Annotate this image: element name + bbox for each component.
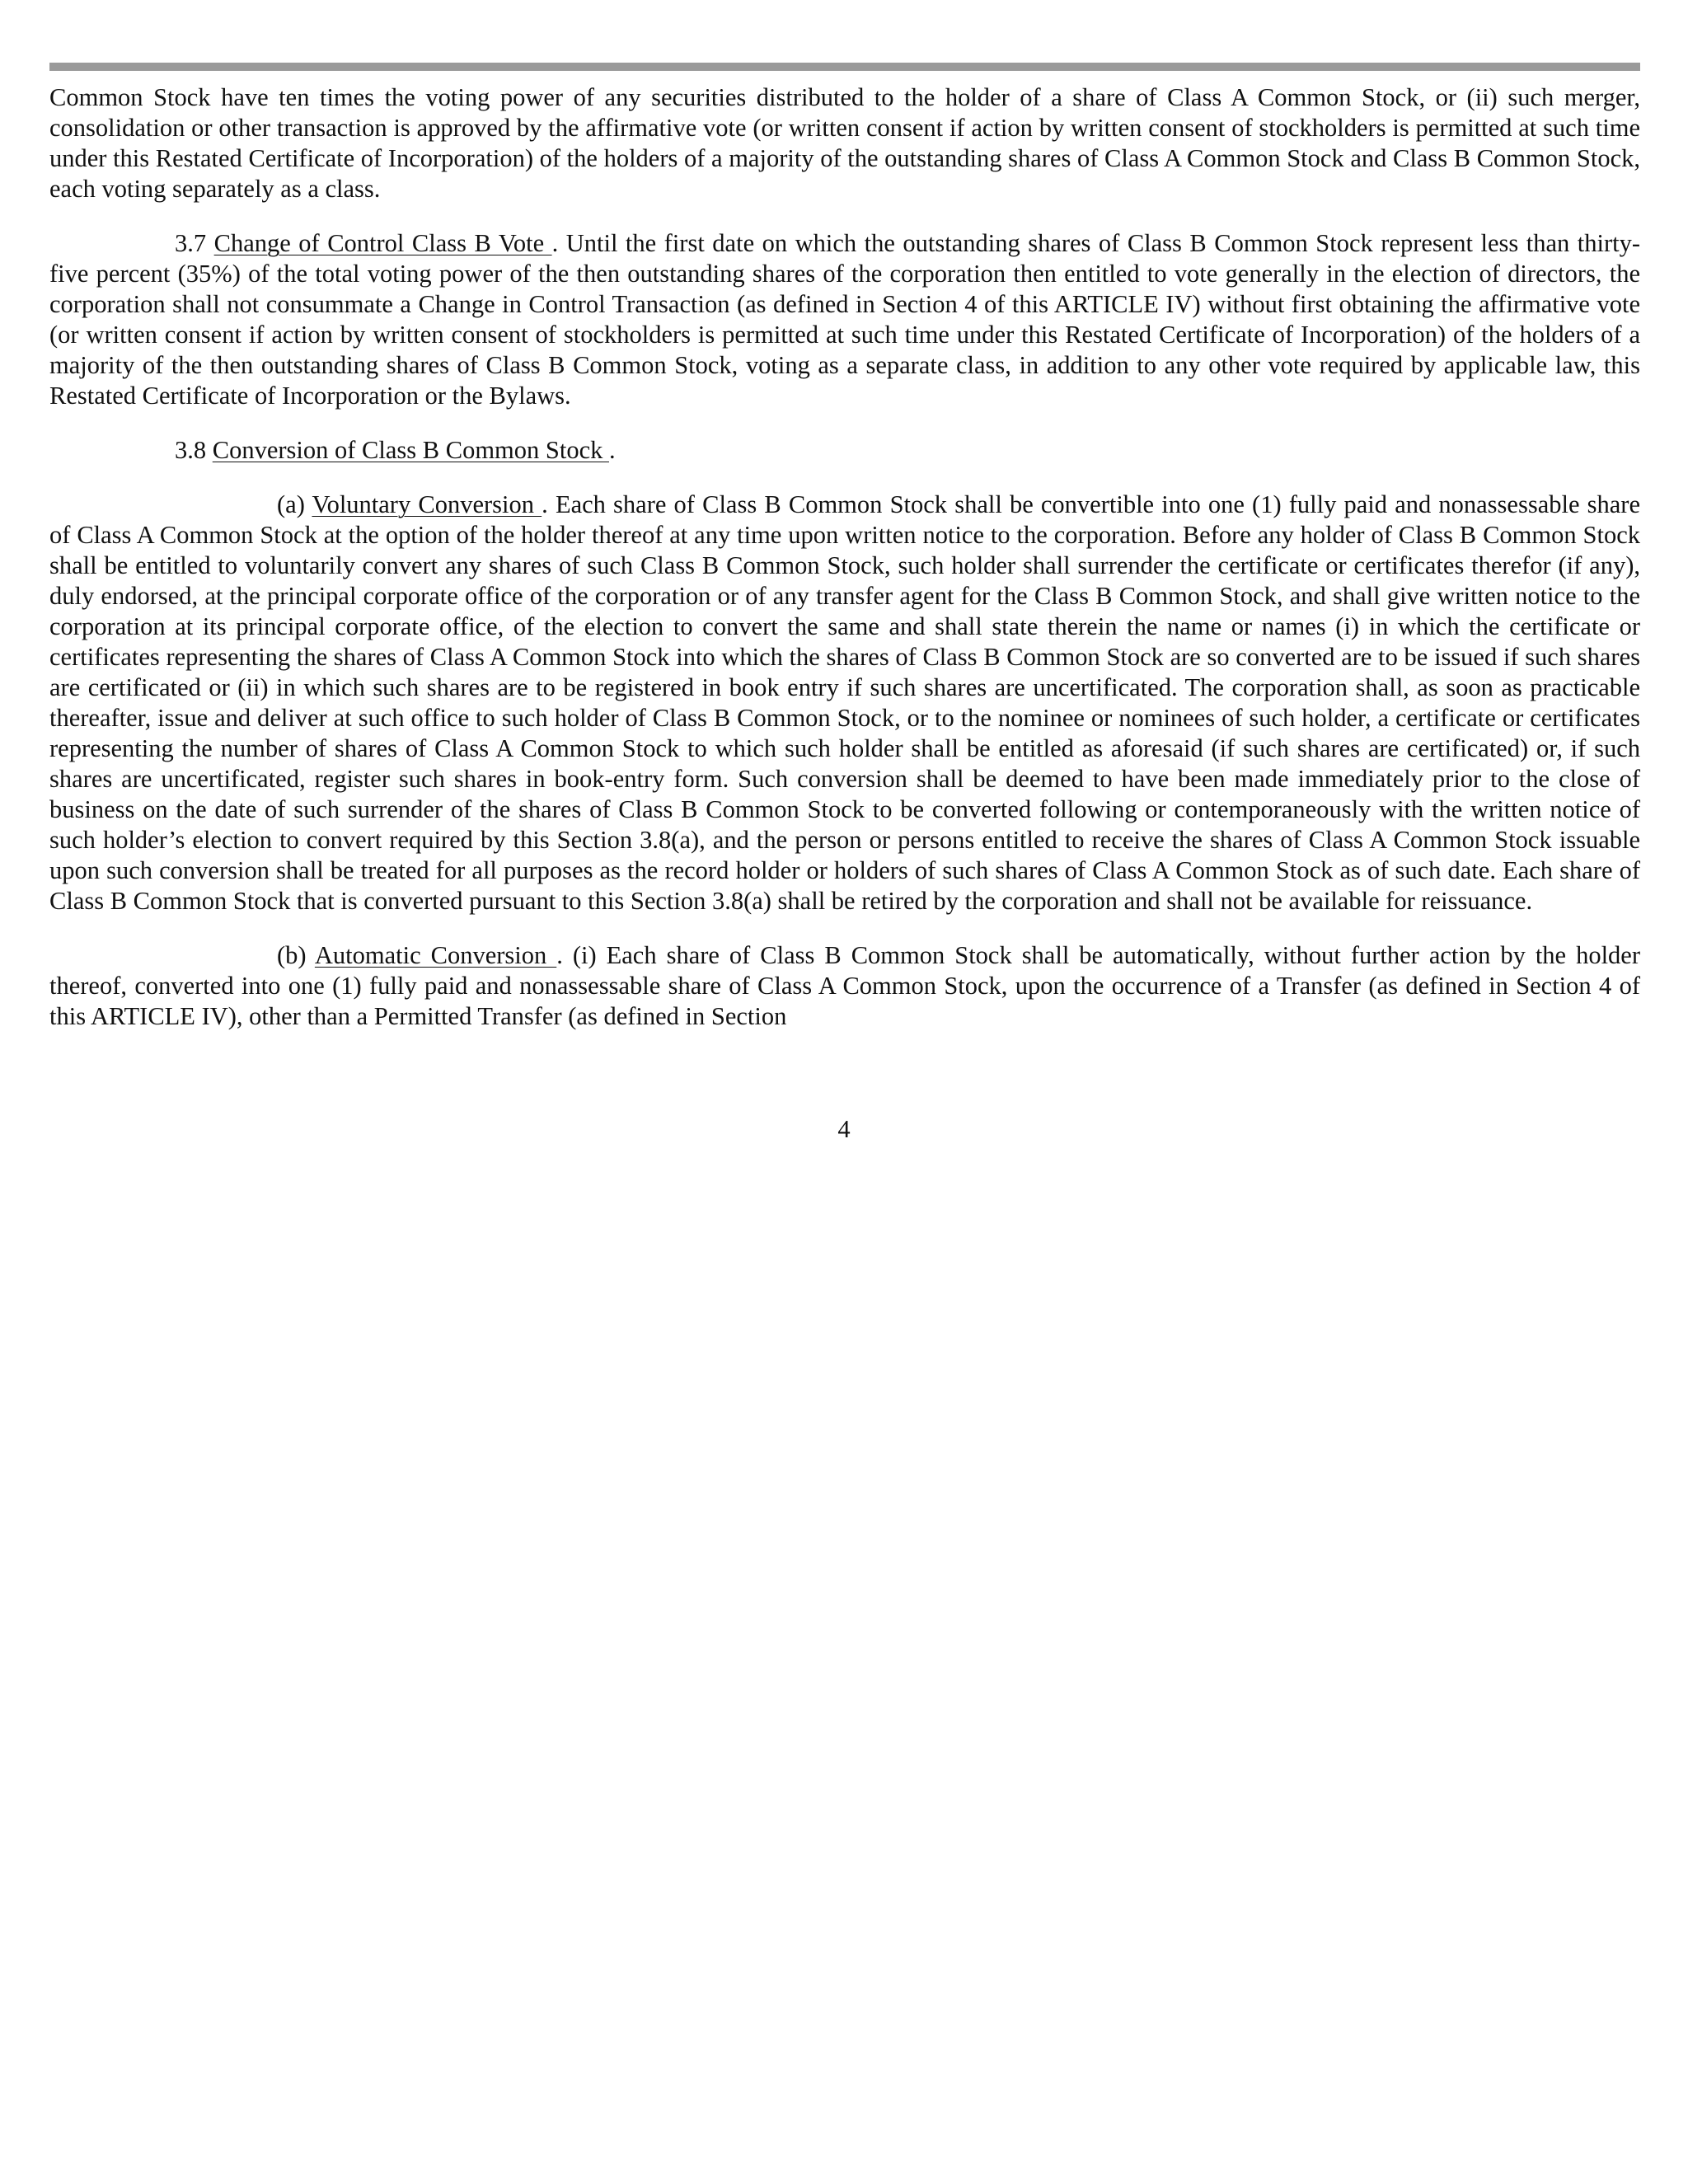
section-3-8-heading: Conversion of Class B Common Stock	[212, 436, 609, 464]
continuation-paragraph	[49, 82, 1640, 204]
section-3-7	[49, 228, 1640, 411]
subsection-b	[49, 940, 1640, 1032]
section-3-8-number: 3.8	[175, 436, 207, 464]
subsection-b-label: (b)	[277, 941, 307, 969]
subsection-a	[49, 490, 1640, 916]
page-number: 4	[837, 1115, 851, 1143]
section-3-7-heading: Change of Control Class B Vote	[213, 229, 552, 257]
section-3-8	[49, 435, 1640, 466]
continuation-text: Common Stock have ten times the voting power of any securities distributed to the holder of a share of Class A Common Stock, or (ii) such merger, consolidation or other transaction is approved by the affirmative vote (or written consent if action by written consent of stockholders is permitted at such time under this Restated Certificate of Incorporation) of the holders of a majority of the outstanding shares of Class A Common Stock and Class B Common Stock, each voting separately as a class.	[49, 83, 1640, 203]
section-3-7-text: . Until the first date on which the outstanding shares of Class B Common Stock represent less than thirty-five percent (35%) of the total voting power of the then outstanding shares of the corporation then entitled to vote generally in the election of directors, the corporation shall not consummate a Change in Control Transaction (as defined in Section 4 of this ARTICLE IV) without first obtaining the affirmative vote (or written consent if action by written consent of stockholders is permitted at such time under this Restated Certificate of Incorporation) of the holders of a majority of the then outstanding shares of Class B Common Stock, voting as a separate class, in addition to any other vote required by applicable law, this Restated Certificate of Incorporation or the Bylaws.	[49, 229, 1641, 410]
document-body	[49, 82, 1640, 1056]
subsection-a-label: (a)	[277, 490, 305, 518]
subsection-a-text: . Each share of Class B Common Stock shall be convertible into one (1) fully paid and nonassessable share of Class A Common Stock at the option of the holder thereof at any time upon written notice to the corporation. Before any holder of Class B Common Stock shall be entitled to voluntarily convert any shares of such Class B Common Stock, such holder shall surrender the certificate or certificates therefor (if any), duly endorsed, at the principal corporate office of the corporation or of any transfer agent for the Class B Common Stock, and shall give written notice to the corporation at its principal corporate office, of the election to convert the same and shall state therein the name or names (i) in which the certificate or certificates representing the shares of Class A Common Stock into which the shares of Class B Common Stock are so converted are to be issued if such shares are certificated or (ii) in which such shares are to be registered in book entry if such shares are uncertificated. The corporation shall, as soon as practicable thereafter, issue and deliver at such office to such holder of Class B Common Stock, or to the nominee or nominees of such holder, a certificate or certificates representing the number of shares of Class A Common Stock to which such holder shall be entitled as aforesaid (if such shares are certificated) or, if such shares are uncertificated, register such shares in book-entry form. Such conversion shall be deemed to have been made immediately prior to the close of business on the date of such surrender of the shares of Class B Common Stock to be converted following or contemporaneously with the written notice of such holder’s election to convert required by this Section 3.8(a), and the person or persons entitled to receive the shares of Class A Common Stock issuable upon such conversion shall be treated for all purposes as the record holder or holders of such shares of Class A Common Stock as of such date. Each share of Class B Common Stock that is converted pursuant to this Section 3.8(a) shall be retired by the corporation and shall not be available for reissuance.	[49, 490, 1640, 915]
subsection-b-text: . (i) Each share of Class B Common Stock shall be automatically, without further action by the holder thereof, converted into one (1) fully paid and nonassessable share of Class A Common Stock, upon the occurrence of a Transfer (as defined in Section 4 of this ARTICLE IV), other than a Permitted Transfer (as defined in Section	[49, 941, 1640, 1030]
top-rule	[49, 63, 1640, 71]
section-3-7-number: 3.7	[175, 229, 207, 257]
section-3-8-text: .	[609, 436, 616, 464]
subsection-b-heading: Automatic Conversion	[314, 941, 557, 969]
subsection-a-heading: Voluntary Conversion	[312, 490, 542, 518]
